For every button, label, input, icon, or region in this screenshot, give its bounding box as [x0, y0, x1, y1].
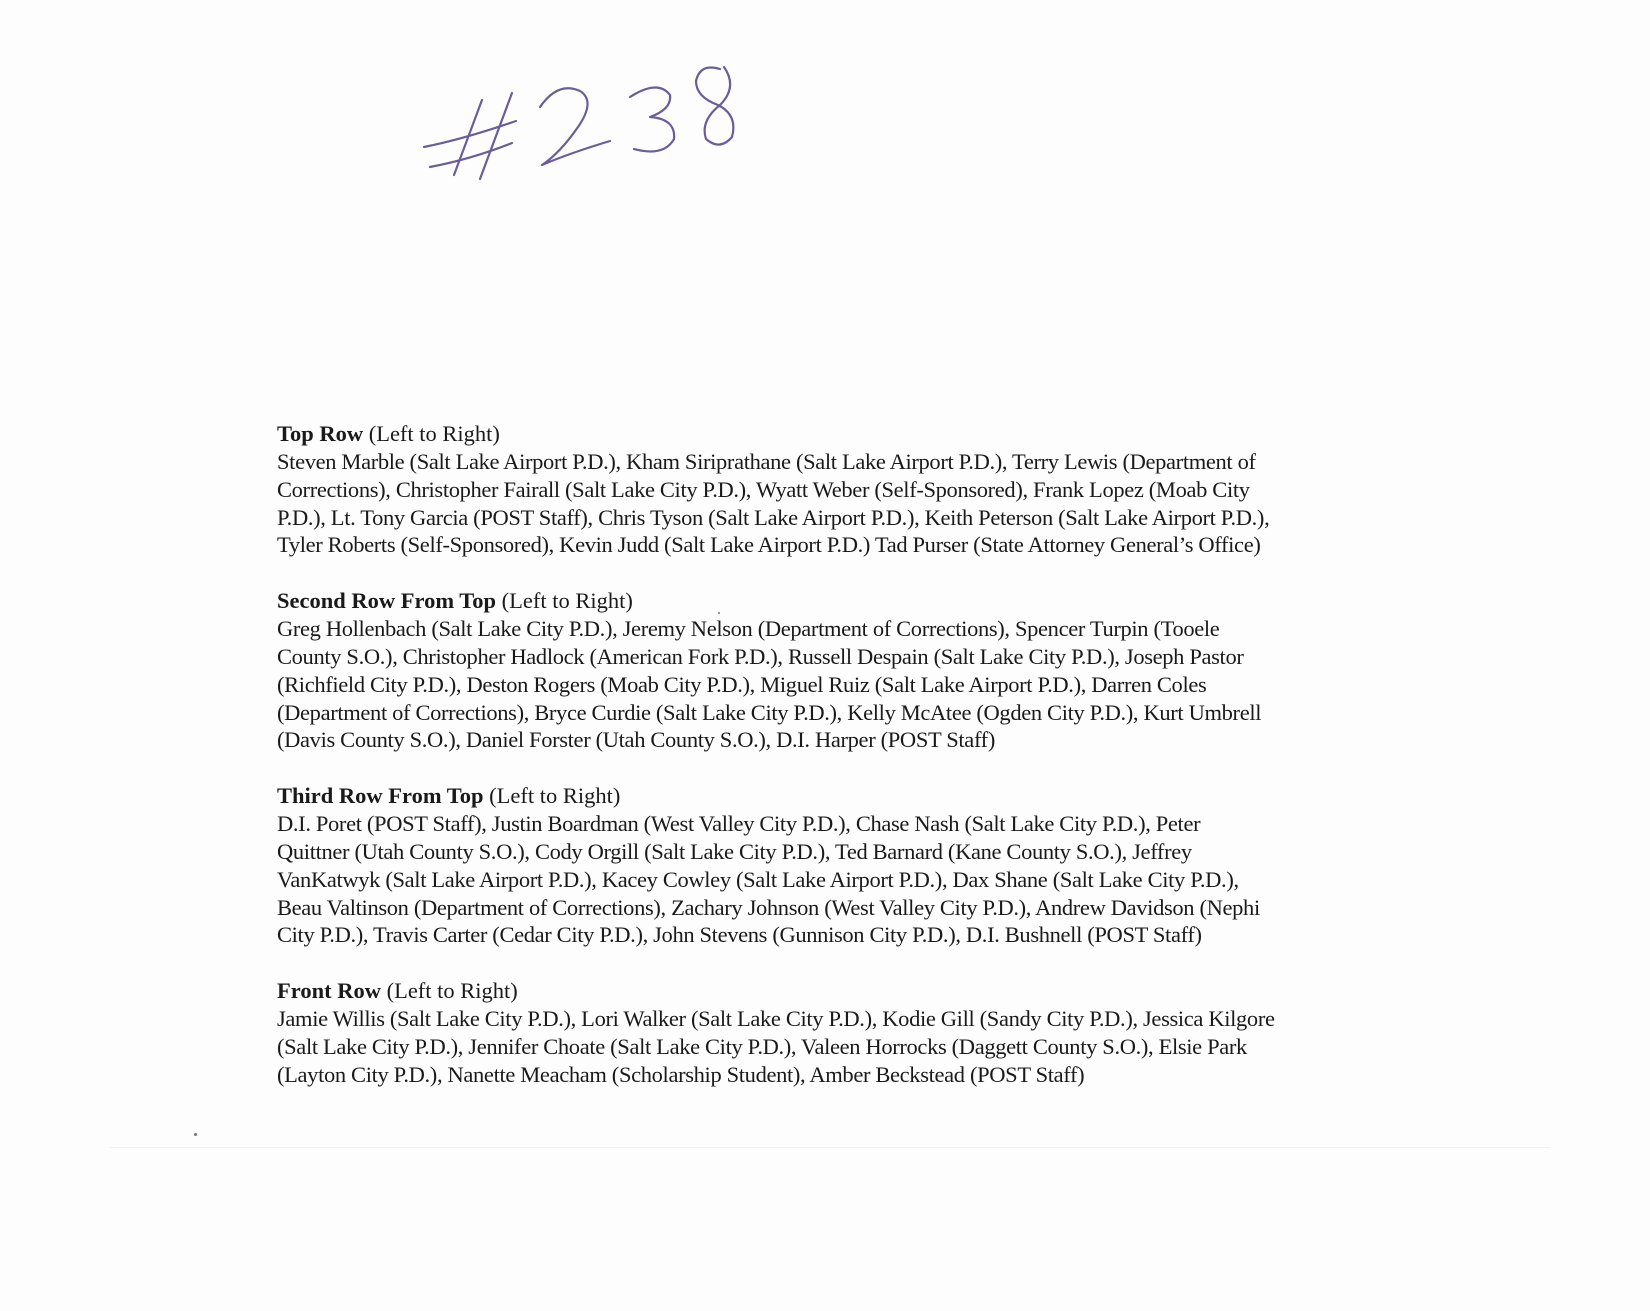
row-direction: (Left to Right)	[368, 421, 500, 446]
scan-speck	[194, 1133, 197, 1136]
names-line: Tyler Roberts (Self-Sponsored), Kevin Judd (Salt Lake Airport P.D.) Tad Purser (State Attorney General’s Office)	[277, 532, 1261, 558]
section-names	[277, 1005, 1397, 1088]
caption-section-second-row	[277, 587, 1397, 754]
scan-edge-line	[110, 1147, 1550, 1148]
scan-speck	[718, 612, 720, 614]
names-line: (Davis County S.O.), Daniel Forster (Utah County S.O.), D.I. Harper (POST Staff)	[277, 727, 995, 753]
section-names	[277, 810, 1397, 949]
row-direction: (Left to Right)	[386, 978, 518, 1004]
names-line: City P.D.), Travis Carter (Cedar City P.D.), John Stevens (Gunnison City P.D.), D.I. Bushnell (POST Staff)	[277, 922, 1202, 948]
row-direction: (Left to Right)	[489, 783, 621, 809]
row-name: Third Row From Top	[277, 783, 484, 809]
names-line: Beau Valtinson (Department of Corrections), Zachary Johnson (West Valley City P.D.), Andrew Davidson (Nephi	[277, 894, 1260, 920]
section-heading	[277, 587, 1397, 615]
photo-caption	[277, 420, 1397, 1117]
row-name: Top Row	[277, 421, 364, 446]
names-line: VanKatwyk (Salt Lake Airport P.D.), Kacey Cowley (Salt Lake Airport P.D.), Dax Shane (Salt Lake City P.D.),	[277, 866, 1239, 892]
section-names	[277, 615, 1397, 754]
row-direction: (Left to Right)	[501, 588, 633, 614]
names-line: (Richfield City P.D.), Deston Rogers (Moab City P.D.), Miguel Ruiz (Salt Lake Airport P.D.), Darren Coles	[277, 671, 1207, 697]
caption-section-third-row	[277, 782, 1397, 949]
caption-section-top-row	[277, 420, 1397, 559]
names-line: Corrections), Christopher Fairall (Salt Lake City P.D.), Wyatt Weber (Self-Sponsored), Frank Lopez (Moab City	[277, 476, 1250, 502]
names-line: D.I. Poret (POST Staff), Justin Boardman (West Valley City P.D.), Chase Nash (Salt Lake City P.D.), Peter	[277, 811, 1201, 837]
names-line: Steven Marble (Salt Lake Airport P.D.), Kham Siriprathane (Salt Lake Airport P.D.), Terry Lewis (Department of	[277, 449, 1256, 474]
names-line: (Salt Lake City P.D.), Jennifer Choate (Salt Lake City P.D.), Valeen Horrocks (Daggett County S.O.), Elsie Park	[277, 1033, 1247, 1059]
names-line: (Department of Corrections), Bryce Curdie (Salt Lake City P.D.), Kelly McAtee (Ogden City P.D.), Kurt Umbrell	[277, 699, 1262, 725]
caption-section-front-row	[277, 977, 1397, 1088]
row-name: Front Row	[277, 978, 381, 1004]
row-name: Second Row From Top	[277, 588, 497, 614]
handwritten-photo-number	[420, 55, 760, 205]
names-line: Quittner (Utah County S.O.), Cody Orgill (Salt Lake City P.D.), Ted Barnard (Kane County S.O.), Jeffrey	[277, 838, 1192, 864]
names-line: Jamie Willis (Salt Lake City P.D.), Lori Walker (Salt Lake City P.D.), Kodie Gill (Sandy City P.D.), Jessica Kilgore	[277, 1006, 1275, 1032]
names-line: County S.O.), Christopher Hadlock (American Fork P.D.), Russell Despain (Salt Lake City P.D.), Joseph Pastor	[277, 643, 1244, 669]
names-line: P.D.), Lt. Tony Garcia (POST Staff), Chris Tyson (Salt Lake Airport P.D.), Keith Peterson (Salt Lake Airport P.D.),	[277, 504, 1270, 530]
names-line: Greg Hollenbach (Salt Lake City P.D.), Jeremy Nelson (Department of Corrections), Spencer Turpin (Tooele	[277, 616, 1220, 642]
section-names	[277, 448, 1397, 559]
section-heading	[277, 782, 1397, 810]
section-heading	[277, 420, 1397, 448]
section-heading	[277, 977, 1397, 1005]
names-line: (Layton City P.D.), Nanette Meacham (Scholarship Student), Amber Beckstead (POST Staff)	[277, 1061, 1085, 1087]
